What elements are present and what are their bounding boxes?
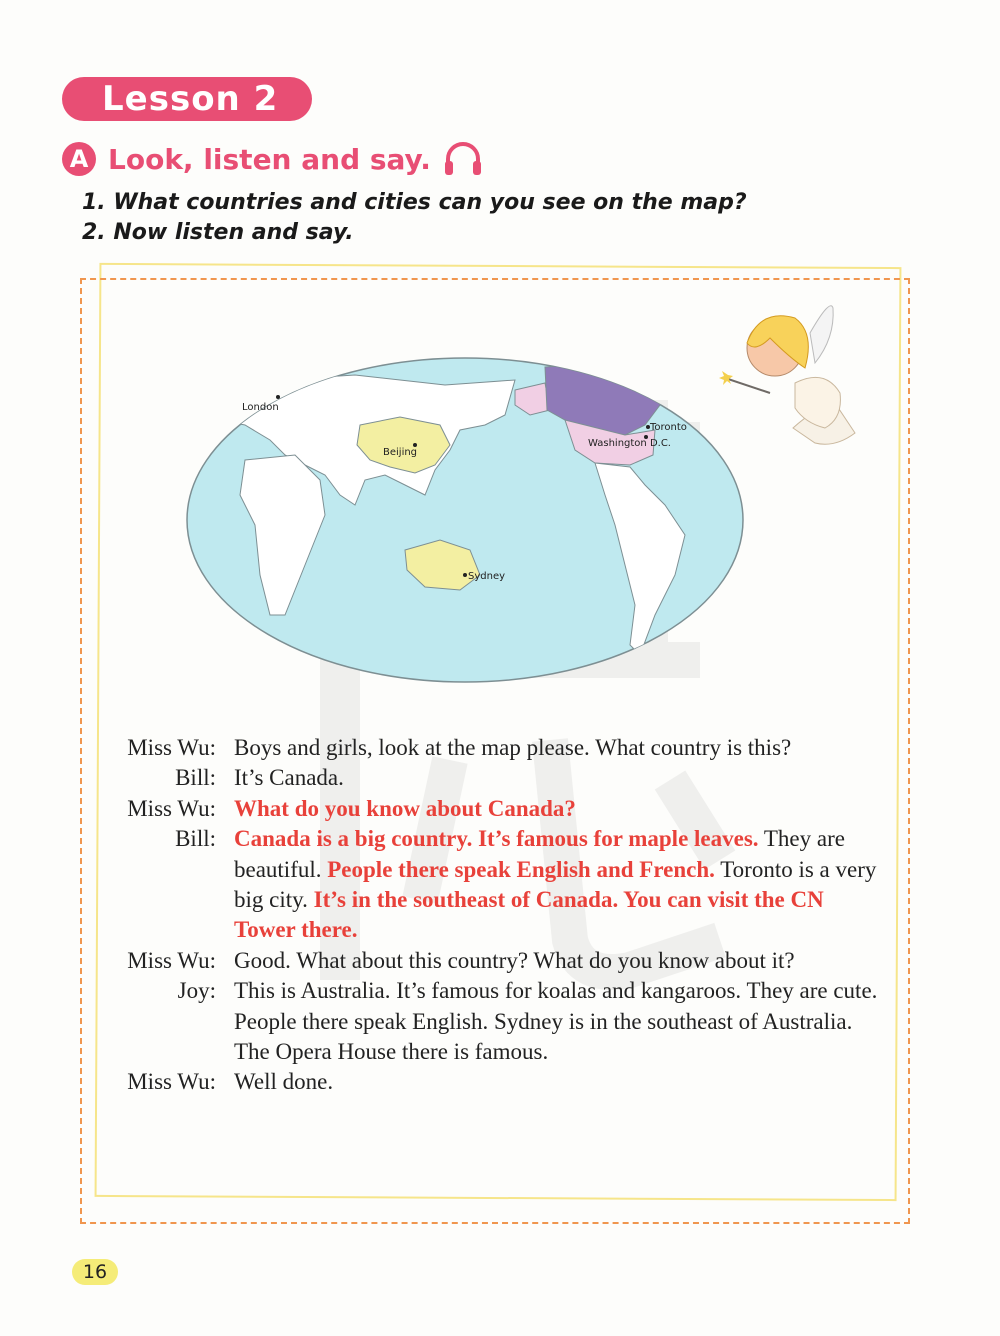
speech-text: [234, 946, 880, 976]
fairy-illustration: [715, 298, 865, 448]
speech-segment: They are beautiful.: [234, 826, 845, 882]
dialogue-line: [110, 1067, 880, 1097]
highlighted-segment: What do you know about Canada?: [234, 795, 576, 821]
speech-segment: Toronto is a very big city.: [234, 856, 877, 913]
speaker-label: Miss Wu:: [127, 795, 216, 821]
page-number: 16: [82, 1261, 108, 1283]
city-label-toronto: Toronto: [650, 422, 687, 433]
dialogue-line: [110, 946, 880, 976]
speech-segment: This is Australia. It’s famous for koalas and kangaroos. They are cute. People there speak English. Sydney is in the southeast of Australia. The Opera House there is famous.: [234, 978, 878, 1065]
city-label-london: London: [242, 402, 279, 413]
speech-text: [234, 976, 880, 1067]
speech-text: [234, 794, 880, 824]
headphones-icon[interactable]: [443, 141, 483, 177]
speaker-label: Miss Wu:: [127, 735, 216, 760]
lesson-title: Lesson 2: [62, 77, 312, 121]
highlighted-segment: It’s in the southeast of Canada. You can visit the CN Tower there.: [234, 887, 824, 943]
instruction-2: 2. Now listen and say.: [82, 220, 354, 245]
speech-text: [234, 824, 880, 946]
dialogue: [110, 733, 880, 1098]
dialogue-line: [110, 794, 880, 824]
speaker-label: Bill:: [175, 765, 216, 791]
speech-segment: Boys and girls, look at the map please. What country is this?: [234, 735, 792, 760]
speaker-label: Joy:: [177, 978, 216, 1004]
speech-segment: It’s Canada.: [234, 765, 344, 791]
dialogue-line: [110, 824, 880, 946]
section-title: Look, listen and say.: [108, 142, 431, 176]
instruction-1: 1. What countries and cities can you see on the map?: [82, 190, 747, 215]
speech-text: [234, 1067, 880, 1097]
highlighted-segment: People there speak English and French.: [327, 856, 715, 882]
dialogue-line: [110, 976, 880, 1067]
speech-segment: Good. What about this country? What do you know about it?: [234, 947, 795, 973]
section-letter-badge: A: [62, 142, 96, 176]
speech-text: [234, 733, 880, 763]
city-label-sydney: Sydney: [468, 571, 506, 582]
highlighted-segment: Canada is a big country. It’s famous for maple leaves.: [234, 826, 759, 852]
dialogue-line: [110, 733, 880, 763]
city-label-beijing: Beijing: [383, 447, 418, 458]
speaker-label: Miss Wu:: [127, 947, 216, 973]
city-label-washington: Washington D.C.: [588, 438, 671, 449]
dialogue-line: [110, 763, 880, 793]
section-header: [62, 141, 483, 177]
instructions: [82, 188, 747, 248]
speaker-label: Miss Wu:: [127, 1069, 216, 1095]
speech-segment: Well done.: [234, 1069, 334, 1095]
greenland-landmass: [665, 363, 710, 400]
world-map: [185, 355, 745, 685]
speaker-label: Bill:: [175, 826, 216, 852]
speech-text: [234, 763, 880, 793]
